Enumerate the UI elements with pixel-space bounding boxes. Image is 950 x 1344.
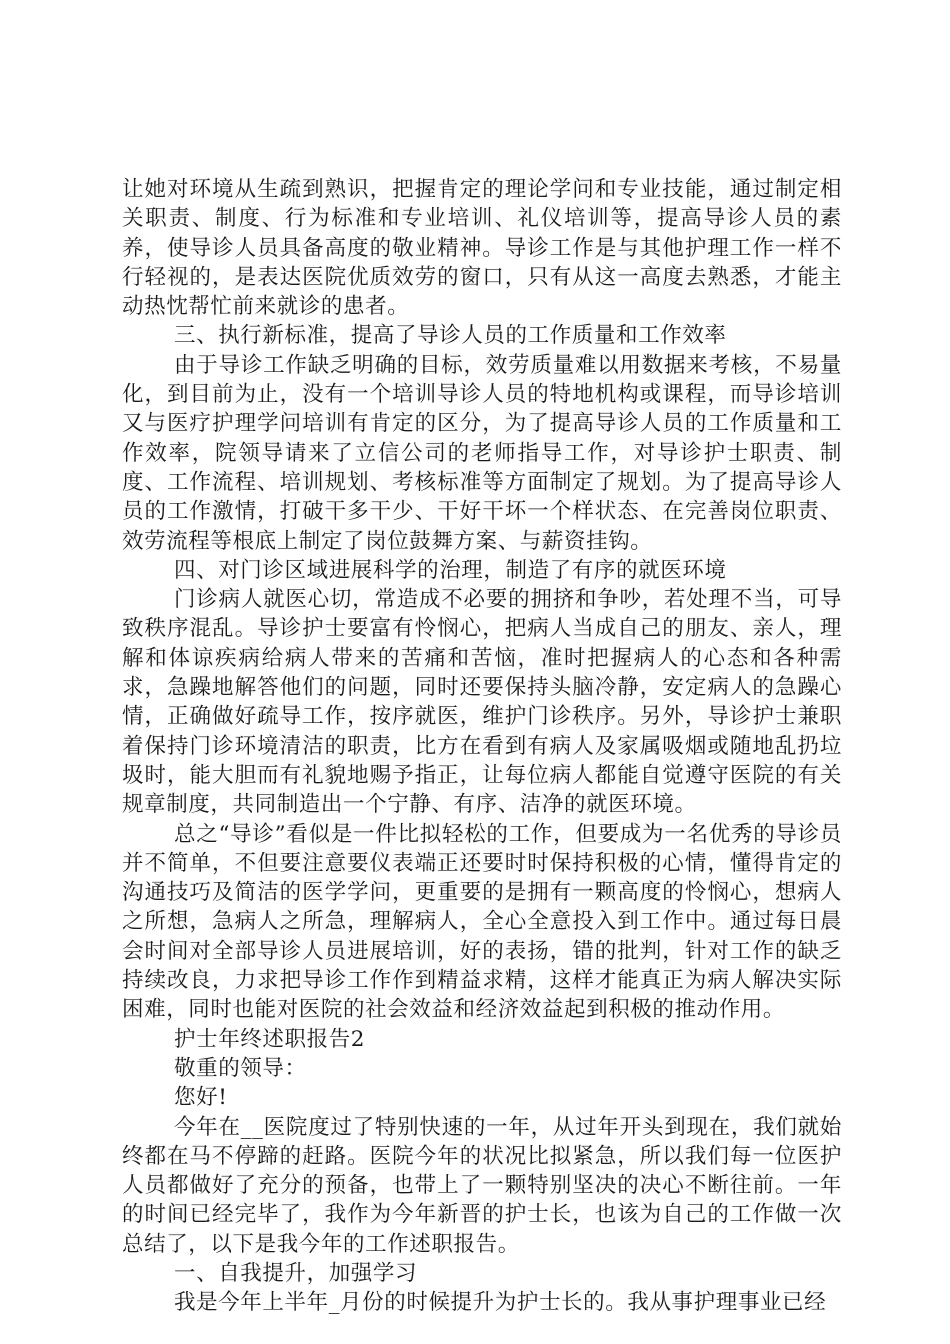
section-heading-self-improvement: 一、自我提升，加强学习 xyxy=(174,1260,418,1286)
section-heading-new-standards: 三、执行新标准，提高了导诊人员的工作质量和工作效率 xyxy=(174,323,727,349)
paragraph-summary: 总之“导诊”看似是一件比拟轻松的工作，但要成为一名优秀的导诊员并不简单，不但要注意要仪表端正还要时时保持积极的心情，懂得肯定的沟通技巧及简洁的医学学问，更重要的是拥有一颗高度的怜悯心，想病人之所想，急病人之所急，理解病人，全心全意投入到工作中。通过每日晨会时间对全部导诊人员进展培训，好的表扬，错的批判，针对工作的缺乏持续改良，力求把导诊工作作到精益求精，这样才能真正为病人解决实际困难，同时也能对医院的社会效益和经济效益起到积极的推动作用。 xyxy=(122,821,842,1023)
paragraph-self-improvement: 我是今年上半年_月份的时候提升为护士长的。我从事护理事业已经 xyxy=(174,1290,827,1316)
paragraph-report-intro: 今年在__医院度过了特别快速的一年，从过年开头到现在，我们就始终都在马不停蹄的赶路。医院今年的状况比拟紧急，所以我们每一位医护人员都做好了充分的预备，也带上了一颗特别坚决的决心不断往前。一年的时间已经完毕了，我作为今年新晋的护士长，也该为自己的工作做一次总结了，以下是我今年的工作述职报告。 xyxy=(122,1114,842,1257)
salutation: 敬重的领导： xyxy=(174,1055,307,1081)
paragraph-outpatient-management: 门诊病人就医心切，常造成不必要的拥挤和争吵，若处理不当，可导致秩序混乱。导诊护士要富有怜悯心，把病人当成自己的朋友、亲人，理解和体谅疾病给病人带来的苦痛和苦恼，准时把握病人的心态和各种需求，急躁地解答他们的问题，同时还要保持头脑冷静，安定病人的急躁心情，正确做好疏导工作，按序就医，维护门诊秩序。另外，导诊护士兼职着保持门诊环境清洁的职责，比方在看到有病人及家属吸烟或随地乱扔垃圾时，能大胆而有礼貌地赐予指正，让每位病人都能自觉遵守医院的有关规章制度，共同制造出一个宁静、有序、洁净的就医环境。 xyxy=(122,587,842,818)
paragraph-new-standards: 由于导诊工作缺乏明确的目标，效劳质量难以用数据来考核，不易量化，到目前为止，没有一个培训导诊人员的特地机构或课程，而导诊培训又与医疗护理学问培训有肯定的区分，为了提高导诊人员的工作质量和工作效率，院领导请来了立信公司的老师指导工作，对导诊护士职责、制度、工作流程、培训规划、考核标准等方面制定了规划。为了提高导诊人员的工作激情，打破干多干少、干好干坏一个样状态、在完善岗位职责、效劳流程等根底上制定了岗位鼓舞方案、与薪资挂钩。 xyxy=(122,352,842,554)
greeting: 您好! xyxy=(174,1085,228,1111)
document-body xyxy=(122,175,842,1318)
report-title: 护士年终述职报告2 xyxy=(174,1026,366,1052)
section-heading-outpatient-management: 四、对门诊区域进展科学的治理，制造了有序的就医环境 xyxy=(174,557,727,583)
paragraph-training-intro: 让她对环境从生疏到熟识，把握肯定的理论学问和专业技能，通过制定相关职责、制度、行为标准和专业培训、礼仪培训等，提高导诊人员的素养，使导诊人员具备高度的敬业精神。导诊工作是与其他护理工作一样不行轻视的，是表达医院优质效劳的窗口，只有从这一高度去熟悉，才能主动热忱帮忙前来就诊的患者。 xyxy=(122,177,842,320)
